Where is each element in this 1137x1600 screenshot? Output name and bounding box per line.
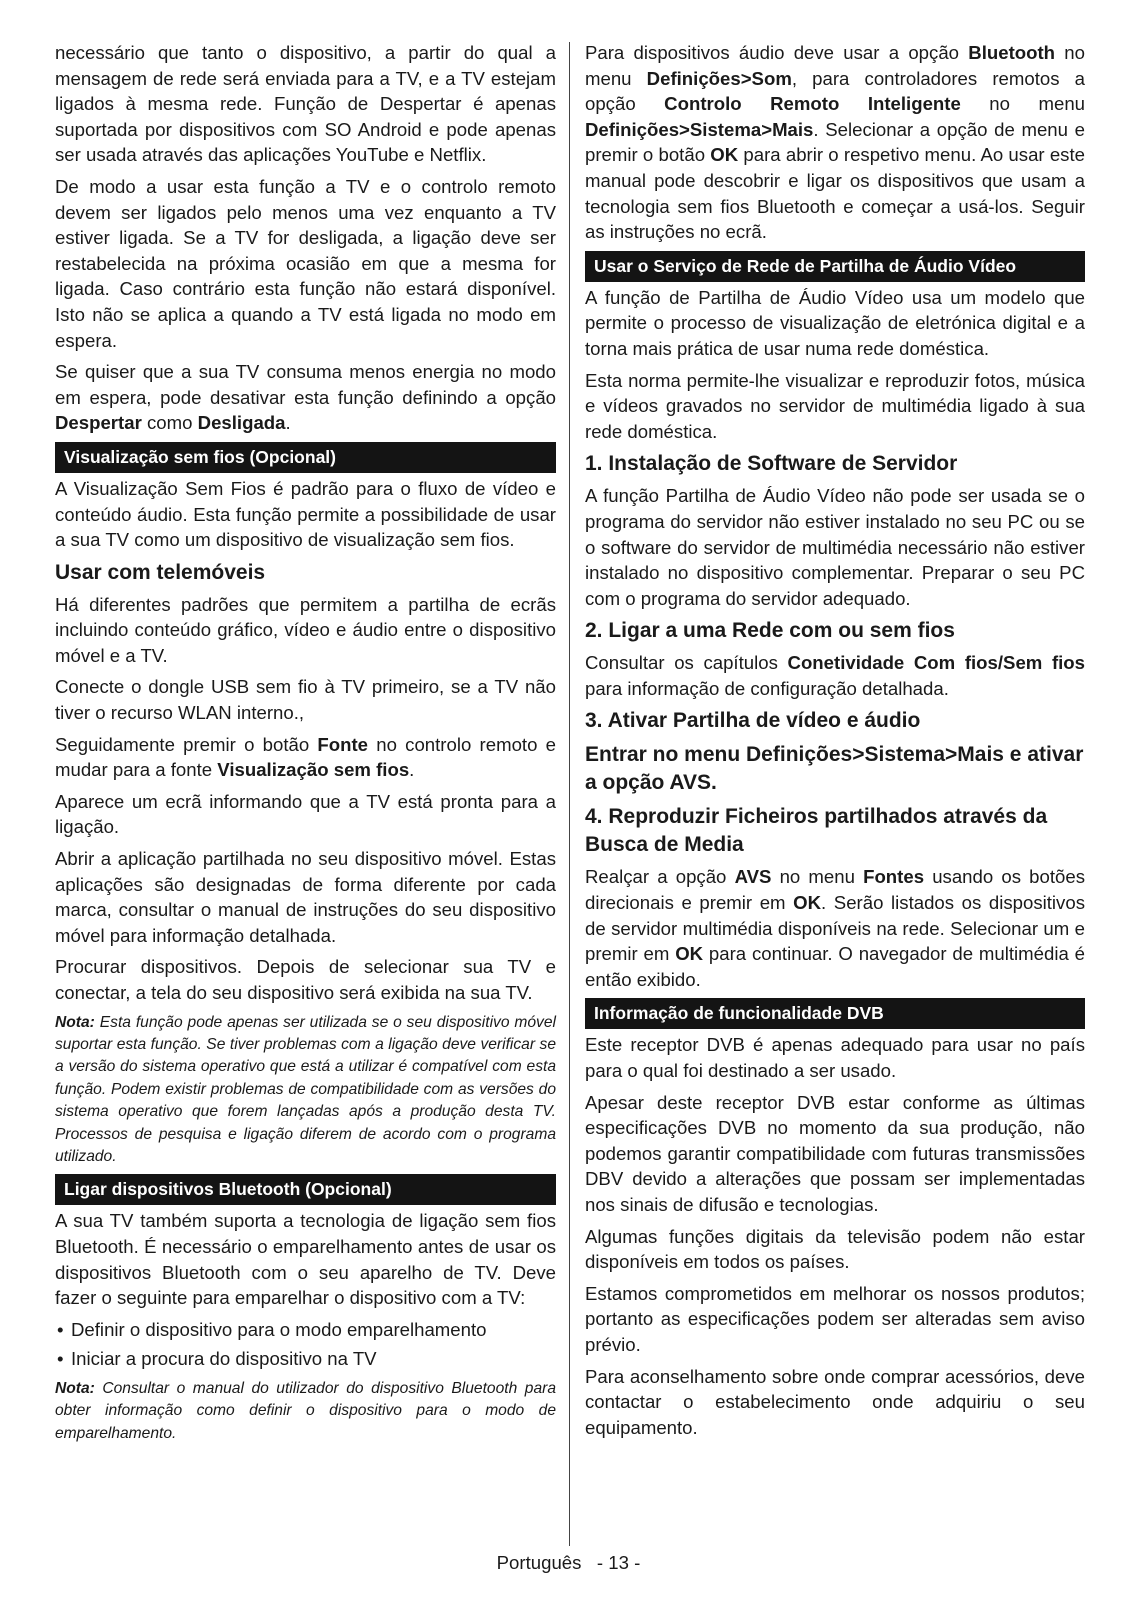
paragraph-source-button: Seguidamente premir o botão Fonte no controlo remoto e mudar para a fonte Visualização sem fios. <box>55 733 556 781</box>
heading-play-shared-files: 4. Reproduzir Ficheiros partilhados através da Busca de Media <box>585 805 1048 857</box>
paragraph-digital-functions: Algumas funções digitais da televisão podem não estar disponíveis em todos os países. <box>585 1225 1085 1273</box>
heading-connect-network: 2. Ligar a uma Rede com ou sem fios <box>585 619 955 643</box>
paragraph-mobile-standards: Há diferentes padrões que permitem a partilha de ecrãs incluindo conteúdo gráfico, vídeo e áudio entre o dispositivo móvel e a TV. <box>55 593 556 666</box>
paragraph-avs-standard: Esta norma permite-lhe visualizar e reproduzir fotos, música e vídeos gravados no servidor de multimédia ligado à sua rede doméstica. <box>585 369 1085 442</box>
right-column <box>585 40 1085 1446</box>
list-item: • Iniciar a procura do dispositivo na TV <box>55 1346 556 1372</box>
paragraph-wake-usage: De modo a usar esta função a TV e o controlo remoto devem ser ligados pelo menos uma vez enquanto a TV estiver ligada. Se a TV for desligada, a ligação deve ser restabelecida na próxima ocasião em que a mesma for ligada. Caso contrário esta função não estará disponível. Isto não se aplica a quando a TV está ligada no modo em espera. <box>55 175 556 351</box>
paragraph-dvb-compatibility: Apesar deste receptor DVB estar conforme as últimas especificações DVB no momento da sua produção, não podemos garantir compatibilidade com futuras transmissões DBV devido a alterações que possam ser implementadas nos sinais de difusão e tecnologias. <box>585 1091 1085 1215</box>
bluetooth-steps-list <box>55 1317 556 1372</box>
paragraph-specifications: Estamos comprometidos em melhorar os nossos produtos; portanto as especificações podem ser alteradas sem aviso prévio. <box>585 1282 1085 1355</box>
note-mobile-compatibility: Nota: Esta função pode apenas ser utilizada se o seu dispositivo móvel suportar esta função. Se tiver problemas com a ligação deve verificar se a versão do sistema operativo que está a utilizar é compatível com esta função. Podem existir problemas de compatibilidade com as versões do sistema operativo que forem lançadas após a produção desta TV. Processos de pesquisa e ligação diferem de acordo com o programa utilizado. <box>55 1013 556 1166</box>
section-header-bluetooth: Ligar dispositivos Bluetooth (Opcional) <box>55 1174 556 1205</box>
left-column <box>55 40 556 1451</box>
paragraph-ready-screen: Aparece um ecrã informando que a TV está pronta para a ligação. <box>55 790 556 838</box>
footer-language: Português <box>496 1552 582 1573</box>
paragraph-wireless-display-intro: A Visualização Sem Fios é padrão para o fluxo de vídeo e conteúdo áudio. Esta função permite a possibilidade de usar a sua TV como um dispositivo de visualização sem fios. <box>55 477 556 551</box>
paragraph-connect-network: Consultar os capítulos Conetividade Com fios/Sem fios para informação de configuração detalhada. <box>585 652 1086 699</box>
heading-server-software: 1. Instalação de Software de Servidor <box>585 452 958 476</box>
paragraph-search-devices: Procurar dispositivos. Depois de selecionar sua TV e conectar, a tela do seu dispositivo será exibida na sua TV. <box>55 956 556 1003</box>
paragraph-accessories: Para aconselhamento sobre onde comprar acessórios, deve contactar o estabelecimento onde adquiriu o seu equipamento. <box>585 1365 1085 1438</box>
heading-enable-sharing: 3. Ativar Partilha de vídeo e áudio <box>585 709 921 733</box>
section-header-dvb: Informação de funcionalidade DVB <box>585 998 1085 1029</box>
heading-use-with-mobile: Usar com telemóveis <box>55 560 266 584</box>
paragraph-open-app: Abrir a aplicação partilhada no seu dispositivo móvel. Estas aplicações são designadas de forma diferente por cada marca, consultar o manual de instruções do seu dispositivo móvel para informação detalhada. <box>55 848 556 946</box>
paragraph-bluetooth-pairing: A sua TV também suporta a tecnologia de ligação sem fios Bluetooth. É necessário o emparelhamento antes de usar os dispositivos Bluetooth com o seu aparelho de TV. Deve fazer o seguinte para emparelhar o dispositivo com a TV: <box>55 1210 556 1309</box>
paragraph-wake-disable: Se quiser que a sua TV consuma menos energia no modo em espera, pode desativar esta função definindo a opção Despertar como Desligada. <box>55 361 556 434</box>
paragraph-wake-function: necessário que tanto o dispositivo, a partir do qual a mensagem de rede será enviada para a TV, e a TV estejam ligados à mesma rede. Função de Despertar é apenas suportada por dispositivos com SO Android e pode apenas ser usada através das aplicações YouTube e Netflix. <box>55 42 556 166</box>
heading-enter-menu: Entrar no menu Definições>Sistema>Mais e ativar a opção AVS. <box>585 743 1084 795</box>
paragraph-usb-dongle: Conecte o dongle USB sem fio à TV primeiro, se a TV não tiver o recurso WLAN interno., <box>55 676 556 724</box>
section-header-avs: Usar o Serviço de Rede de Partilha de Áudio Vídeo <box>585 251 1085 282</box>
paragraph-server-software: A função Partilha de Áudio Vídeo não pode ser usada se o programa do servidor não estiver instalado no seu PC ou se o software do servidor de multimédia necessário não estiver instalado no dispositivo complementar. Preparar o seu PC com o programa do servidor adequado. <box>585 485 1085 609</box>
note-bluetooth-manual: Nota: Consultar o manual do utilizador do dispositivo Bluetooth para obter informação como definir o dispositivo para o modo de emparelhamento. <box>55 1380 556 1442</box>
paragraph-bluetooth-options: Para dispositivos áudio deve usar a opção Bluetooth no menu Definições>Som, para controladores remotos a opção Controlo Remoto Inteligente no menu Definições>Sistema>Mais. Selecionar a opção de menu e premir o botão OK para abrir o respetivo menu. Ao usar este manual pode descobrir e ligar os dispositivos que usam a tecnologia sem fios Bluetooth e começar a usá-los. Seguir as instruções no ecrã. <box>585 42 1086 243</box>
page-number: - 13 - <box>596 1552 641 1573</box>
list-item: • Definir o dispositivo para o modo emparelhamento <box>55 1317 556 1343</box>
section-header-wireless-display: Visualização sem fios (Opcional) <box>55 442 556 473</box>
page-footer <box>0 1552 1137 1574</box>
paragraph-avs-model: A função de Partilha de Áudio Vídeo usa um modelo que permite o processo de visualização de eletrónica digital e a torna mais prática de usar numa rede doméstica. <box>585 286 1085 359</box>
column-divider <box>569 42 570 1546</box>
paragraph-dvb-country: Este receptor DVB é apenas adequado para usar no país para o qual foi destinado a ser usado. <box>585 1034 1085 1082</box>
paragraph-avs-source: Realçar a opção AVS no menu Fontes usando os botões direcionais e premir em OK. Serão listados os dispositivos de servidor multimédia disponíveis na rede. Selecionar um e premir em OK para continuar. O navegador de multimédia é então exibido. <box>585 866 1085 990</box>
